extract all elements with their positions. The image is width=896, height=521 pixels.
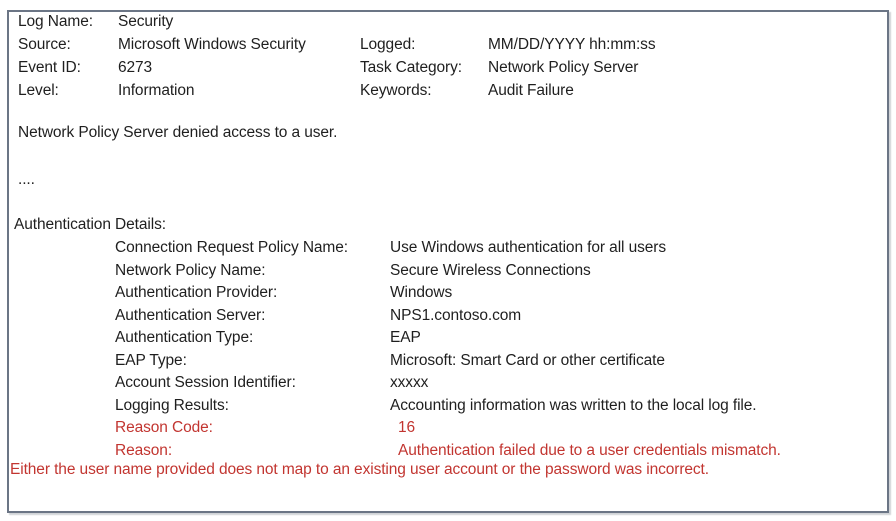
log-name-value: Security [118,13,174,30]
account-session-identifier-value: xxxxx [390,374,429,391]
reason-detail-row [0,459,896,481]
header-row-source [0,34,896,56]
detail-row-eap-type [0,350,896,372]
keywords-value: Audit Failure [488,82,574,99]
detail-row-reason-code [0,417,896,439]
header-row-level [0,80,896,102]
authentication-provider-label: Authentication Provider: [115,284,278,301]
detail-row-logging-results [0,395,896,417]
authentication-server-label: Authentication Server: [115,307,266,324]
reason-code-label: Reason Code: [115,419,213,436]
authentication-type-label: Authentication Type: [115,329,254,346]
keywords-label: Keywords: [360,82,432,99]
authentication-server-value: NPS1.contoso.com [390,307,522,324]
logged-label: Logged: [360,36,416,53]
source-label: Source: [18,36,71,53]
header-row-event-id [0,57,896,79]
account-session-identifier-label: Account Session Identifier: [115,374,296,391]
connection-request-policy-label: Connection Request Policy Name: [115,239,348,256]
authentication-type-value: EAP [390,329,421,346]
reason-label: Reason: [115,442,173,459]
task-category-value: Network Policy Server [488,59,639,76]
authentication-details-heading: Authentication Details: [14,216,166,233]
source-value: Microsoft Windows Security [118,36,306,53]
reason-value: Authentication failed due to a user credentials mismatch. [398,442,781,459]
authentication-details-heading-row [0,214,896,236]
detail-row-connection-request-policy [0,237,896,259]
level-value: Information [118,82,195,99]
level-label: Level: [18,82,59,99]
network-policy-name-label: Network Policy Name: [115,262,266,279]
eap-type-value: Microsoft: Smart Card or other certificate [390,352,665,369]
event-id-value: 6273 [118,59,153,76]
connection-request-policy-value: Use Windows authentication for all users [390,239,666,256]
eap-type-label: EAP Type: [115,352,187,369]
header-row-log-name [0,11,896,33]
detail-row-account-session-identifier [0,372,896,394]
detail-row-network-policy-name [0,260,896,282]
omitted-content-ellipsis: .... [18,171,35,188]
logging-results-value: Accounting information was written to the local log file. [390,397,757,414]
event-description-row [0,122,896,144]
detail-row-authentication-type [0,327,896,349]
detail-row-authentication-server [0,305,896,327]
omitted-content-row [0,169,896,191]
network-policy-name-value: Secure Wireless Connections [390,262,591,279]
authentication-provider-value: Windows [390,284,453,301]
event-id-label: Event ID: [18,59,81,76]
detail-row-authentication-provider [0,282,896,304]
logging-results-label: Logging Results: [115,397,229,414]
logged-value: MM/DD/YYYY hh:mm:ss [488,36,656,53]
event-description: Network Policy Server denied access to a user. [18,124,338,141]
log-name-label: Log Name: [18,13,93,30]
reason-detail-text: Either the user name provided does not map to an existing user account or the password was incorrect. [10,461,709,478]
task-category-label: Task Category: [360,59,462,76]
reason-code-value: 16 [398,419,416,436]
